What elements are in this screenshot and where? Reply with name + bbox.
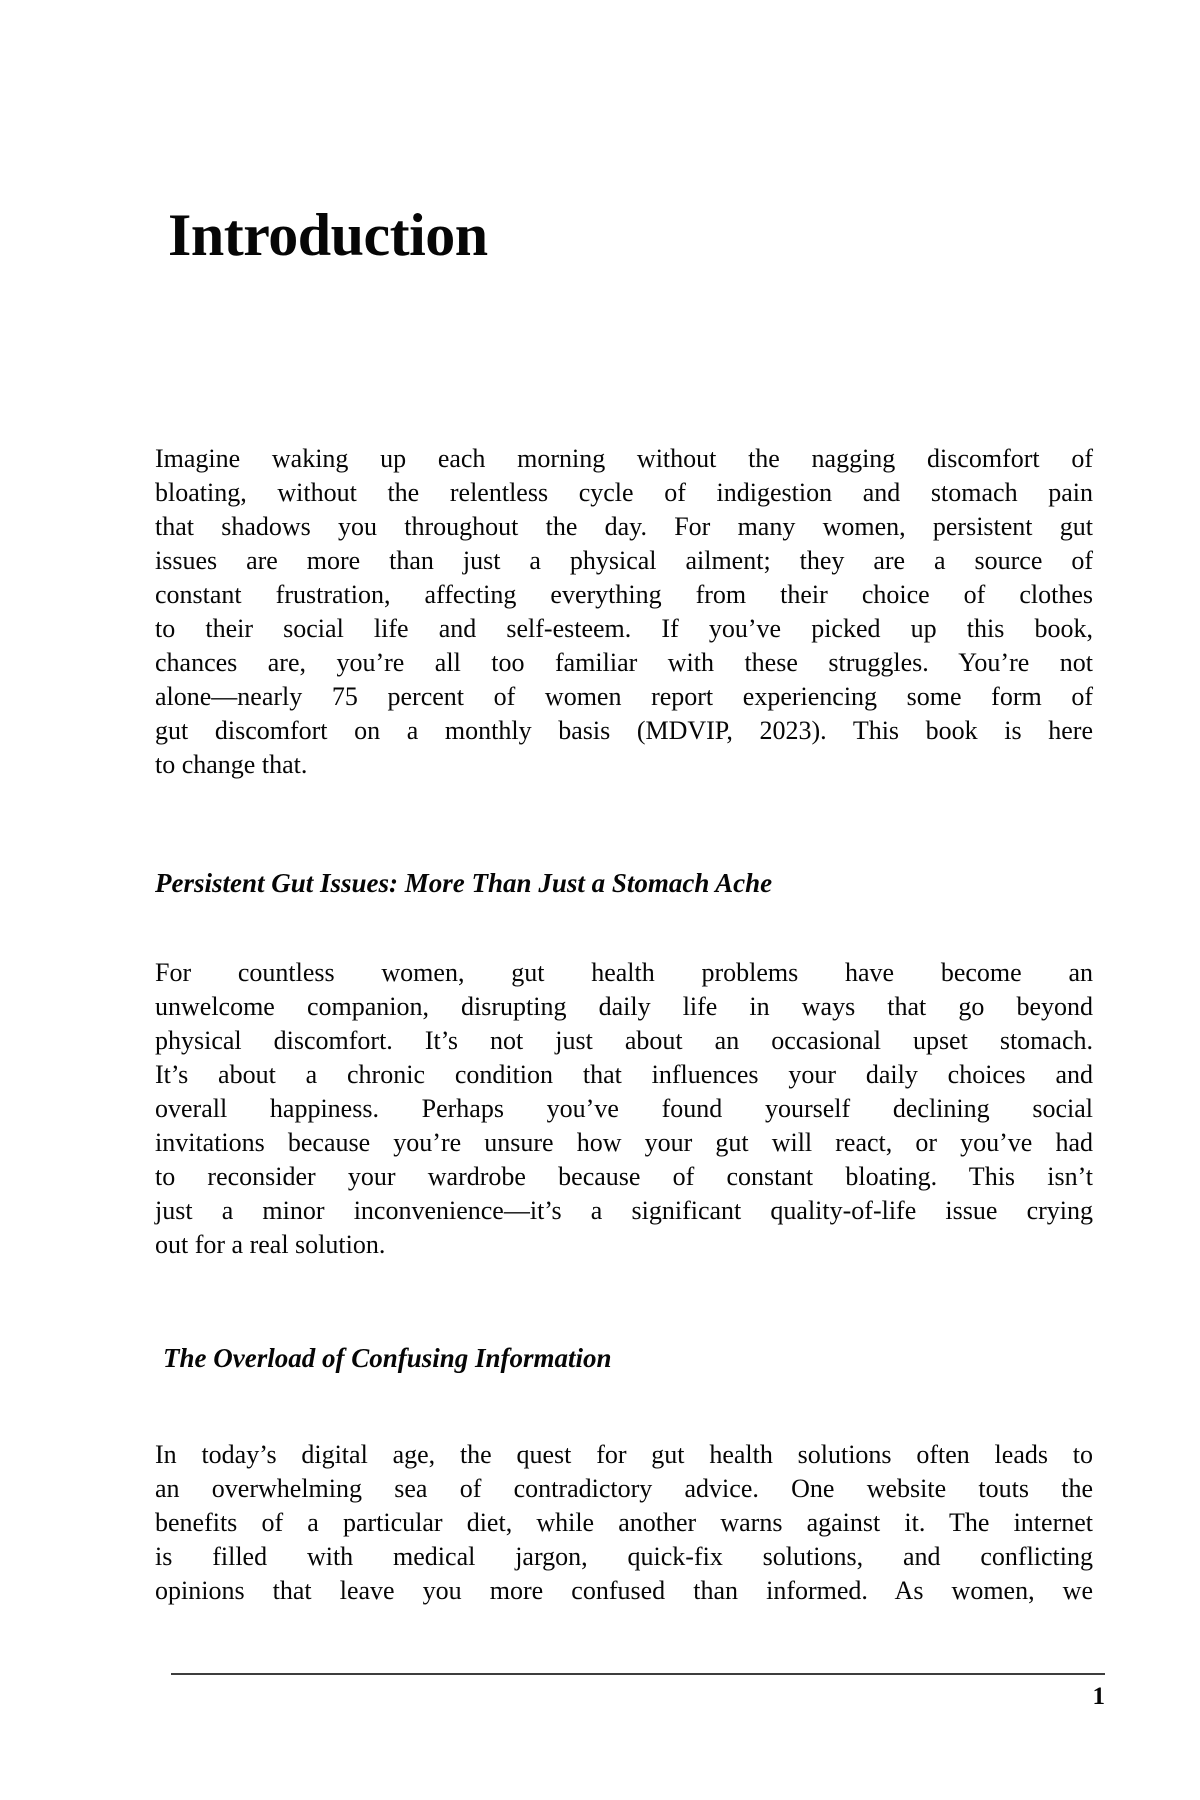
paragraph-line: an overwhelming sea of contradictory advice. One website touts the bbox=[155, 1474, 1093, 1503]
paragraph-line: just a minor inconvenience—it’s a significant quality-of-life issue crying bbox=[155, 1196, 1093, 1225]
paragraph-line: opinions that leave you more confused than informed. As women, we bbox=[155, 1576, 1093, 1605]
paragraph-line: that shadows you throughout the day. For many women, persistent gut bbox=[155, 512, 1093, 541]
paragraph-line: bloating, without the relentless cycle of indigestion and stomach pain bbox=[155, 478, 1093, 507]
paragraph-line: is filled with medical jargon, quick-fix solutions, and conflicting bbox=[155, 1542, 1093, 1571]
paragraph-line: physical discomfort. It’s not just about an occasional upset stomach. bbox=[155, 1026, 1093, 1055]
section-heading-persistent-gut-issues: Persistent Gut Issues: More Than Just a Stomach Ache bbox=[155, 868, 773, 898]
paragraph-line: invitations because you’re unsure how your gut will react, or you’ve had bbox=[155, 1128, 1093, 1157]
paragraph-line: benefits of a particular diet, while another warns against it. The internet bbox=[155, 1508, 1093, 1537]
paragraph-line: chances are, you’re all too familiar with these struggles. You’re not bbox=[155, 648, 1093, 677]
paragraph-line: to change that. bbox=[155, 750, 308, 779]
paragraph-line: constant frustration, affecting everything from their choice of clothes bbox=[155, 580, 1093, 609]
paragraph-line: For countless women, gut health problems have become an bbox=[155, 958, 1093, 987]
paragraph-line: Imagine waking up each morning without the nagging discomfort of bbox=[155, 444, 1093, 473]
paragraph-persistent-gut-issues bbox=[155, 956, 1093, 1262]
paragraph-intro bbox=[155, 442, 1093, 782]
page-number: 1 bbox=[1092, 1683, 1105, 1710]
section-heading-overload-information: The Overload of Confusing Information bbox=[163, 1343, 612, 1373]
paragraph-line: issues are more than just a physical ailment; they are a source of bbox=[155, 546, 1093, 575]
paragraph-line: to reconsider your wardrobe because of constant bloating. This isn’t bbox=[155, 1162, 1093, 1191]
paragraph-line: gut discomfort on a monthly basis (MDVIP, 2023). This book is here bbox=[155, 716, 1093, 745]
paragraph-line: It’s about a chronic condition that influences your daily choices and bbox=[155, 1060, 1093, 1089]
paragraph-overload-information bbox=[155, 1438, 1093, 1608]
paragraph-line: alone—nearly 75 percent of women report experiencing some form of bbox=[155, 682, 1093, 711]
paragraph-line: overall happiness. Perhaps you’ve found yourself declining social bbox=[155, 1094, 1093, 1123]
paragraph-line: In today’s digital age, the quest for gut health solutions often leads to bbox=[155, 1440, 1093, 1469]
footer-divider-line bbox=[171, 1673, 1105, 1675]
paragraph-line: to their social life and self-esteem. If you’ve picked up this book, bbox=[155, 614, 1093, 643]
paragraph-line: unwelcome companion, disrupting daily life in ways that go beyond bbox=[155, 992, 1093, 1021]
chapter-title: Introduction bbox=[168, 202, 488, 268]
paragraph-line: out for a real solution. bbox=[155, 1230, 386, 1259]
